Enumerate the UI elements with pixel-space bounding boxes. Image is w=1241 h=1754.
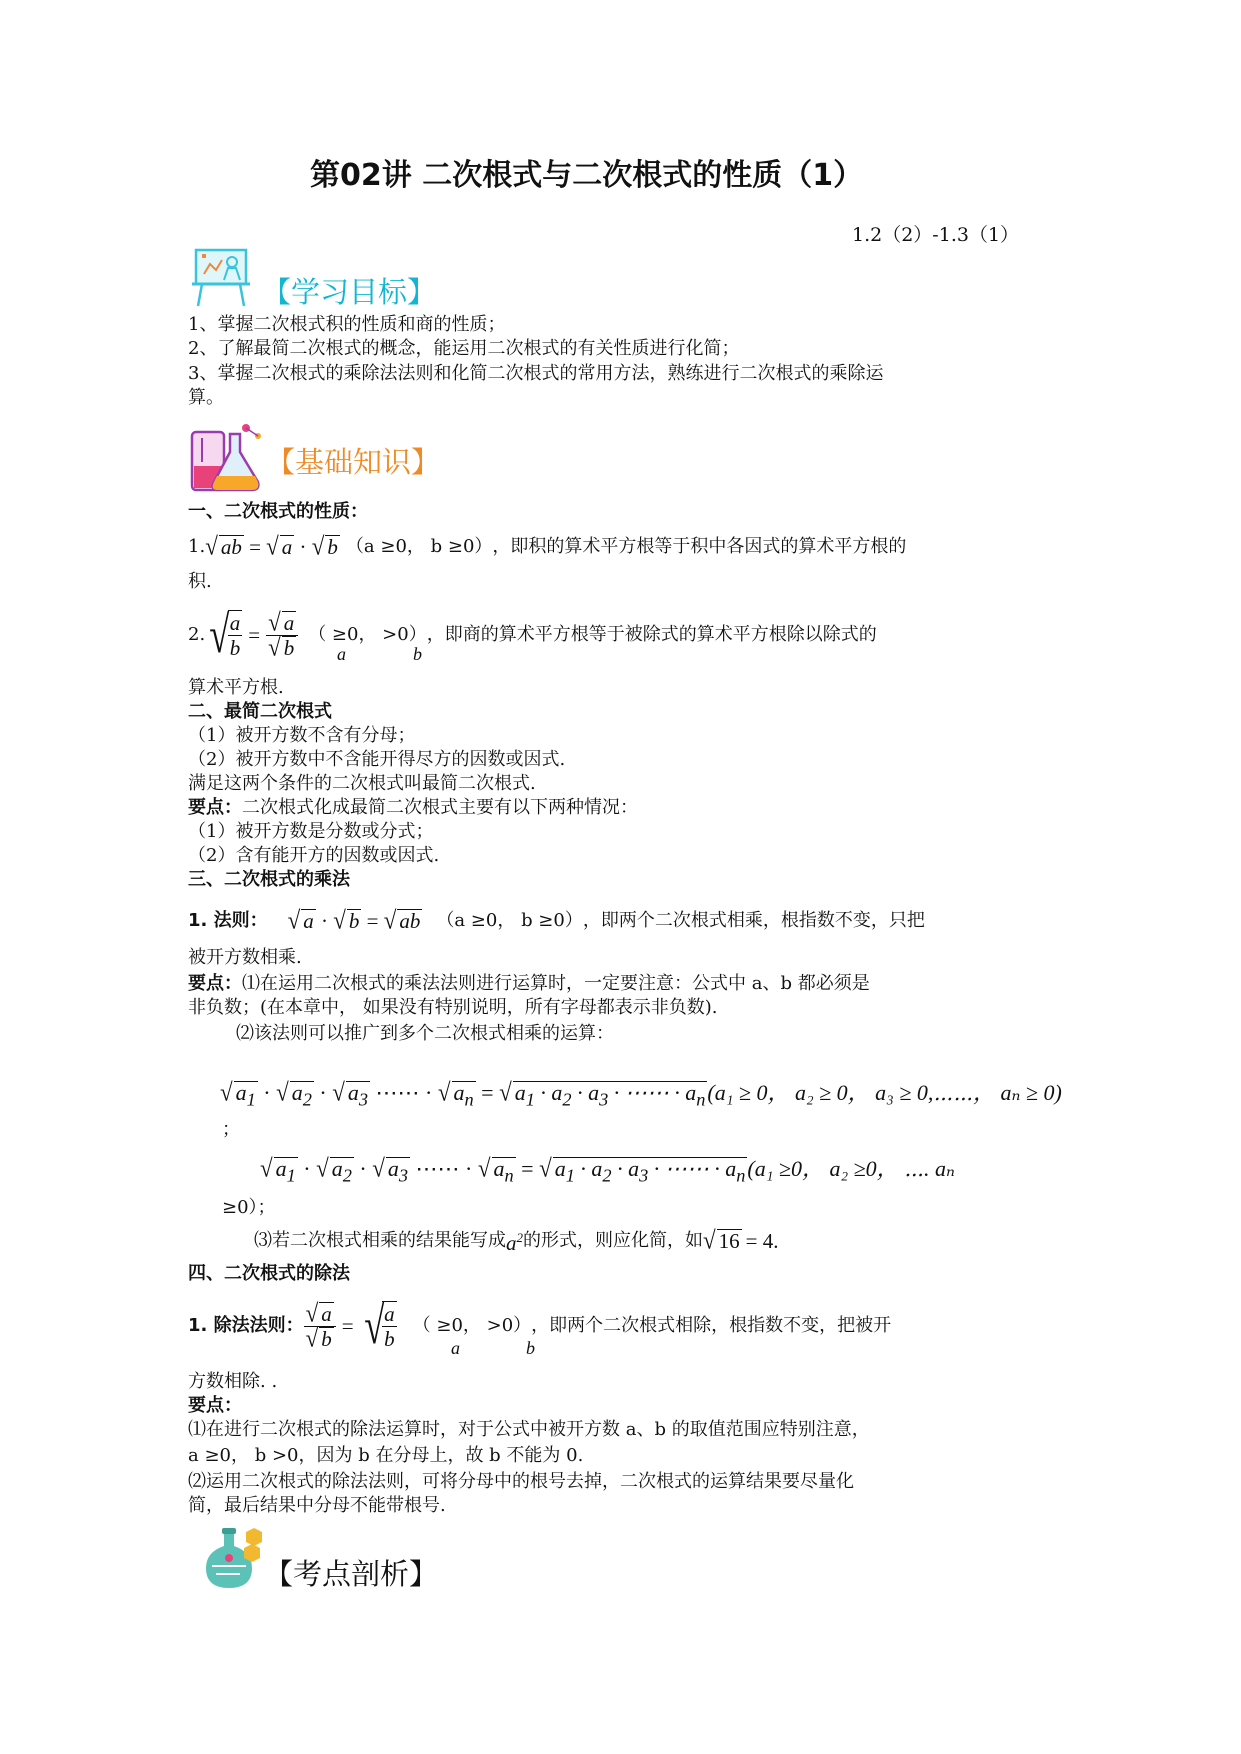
lab-flask-icon (200, 1526, 264, 1590)
key-text: ⑴在运用二次根式的乘法法则进行运算时，一定要注意：公式中 a、b 都必须是 (242, 973, 870, 994)
note-end: = 4. (745, 1228, 779, 1253)
page-title: 第02讲 二次根式与二次根式的性质（1） (310, 158, 864, 193)
property-1-line (188, 532, 906, 562)
rule-label: 1. 法则： (188, 910, 268, 931)
section-ref: 1.2（2）-1.3（1） (852, 224, 1020, 246)
product-rule-formula: √ ab = √ a · √ b (205, 532, 338, 561)
simplify-note (254, 1226, 778, 1255)
key-text: ⑵该法则可以推广到多个二次根式相乘的运算： (236, 1023, 614, 1044)
text-line: 满足这两个条件的二次根式叫最简二次根式. (188, 773, 536, 794)
condition-text: （ ≥0， >0） (412, 1315, 532, 1336)
key-text-cont: 简，最后结果中分母不能带根号. (188, 1495, 446, 1516)
key-point-line (188, 796, 638, 820)
description-text: ，即两个二次根式相乘，根指数不变，只把 (582, 910, 925, 931)
banner-goals: 【学习目标】 (262, 275, 437, 309)
key-label: 要点： (188, 797, 242, 818)
key-text: ⑵运用二次根式的除法法则，可将分母中的根号去掉，二次根式的运算结果要尽量化 (188, 1471, 854, 1492)
formula-condition: (a₁ ≥0， a₂ ≥0， ⋯. aₙ (747, 1156, 955, 1181)
section-heading: 二、最简二次根式 (188, 701, 332, 722)
formula-condition-end: ≥0）； (222, 1197, 276, 1218)
multiplication-formula: √ a · √ b = √ ab (287, 906, 421, 935)
item-number: 2. (188, 624, 206, 645)
key-text-cont: a ≥0， b >0，因为 b 在分母上，故 b 不能为 0. (188, 1445, 584, 1466)
condition-var-a: a (451, 1338, 460, 1358)
description-cont: 算术平方根. (188, 677, 284, 698)
item-number: 1. (188, 536, 206, 557)
description-text: ，即两个二次根式相除，根指数不变，把被开 (531, 1315, 892, 1336)
multiplication-rule-line (188, 906, 925, 936)
a-squared: $a^2$ (506, 1230, 523, 1255)
section-heading: 一、二次根式的性质： (188, 501, 368, 522)
goal-item: 3、掌握二次根式的乘除法法则和化简二次根式的常用方法，熟练进行二次根式的乘除运 (188, 363, 884, 384)
section-heading: 三、二次根式的乘法 (188, 869, 350, 890)
rule-label: 1. 除法法则： (188, 1315, 304, 1336)
semicolon: ； (222, 1119, 240, 1140)
key-label: 要点： (188, 973, 242, 994)
formula-condition: (a₁ ≥ 0， a₂ ≥ 0， a₃ ≥ 0,⋯⋯， aₙ ≥ 0) (707, 1080, 1062, 1105)
text-line: （2）被开方数中不含能开得尽方的因数或因式. (188, 749, 566, 770)
text-line: （1）被开方数不含有分母； (188, 725, 416, 746)
sqrt16-formula: √ 16 (703, 1226, 740, 1254)
quotient-rule-formula: √ $\frac{a}{b}$ = $\frac{√ a}{√ b}$ (205, 606, 298, 665)
note-mid: 的形式，则应化简，如 (523, 1229, 703, 1251)
description-cont: 积. (188, 571, 212, 592)
section-heading: 四、二次根式的除法 (188, 1263, 350, 1284)
key-label: 要点： (188, 1395, 242, 1416)
text-line: （2）含有能开方的因数或因式. (188, 845, 440, 866)
key-text: ⑴在进行二次根式的除法运算时，对于公式中被开方数 a、b 的取值范围应特别注意， (188, 1419, 870, 1440)
note-prefix: ⑶若二次根式相乘的结果能写成 (254, 1229, 506, 1251)
description-cont: 方数相除. . (188, 1371, 278, 1392)
description-cont: 被开方数相乘. (188, 947, 302, 968)
condition-var-b: b (526, 1338, 535, 1358)
property-2-line (188, 604, 877, 666)
division-rule-line (188, 1294, 891, 1358)
goal-item: 1、掌握二次根式积的性质和商的性质； (188, 314, 506, 335)
goal-item: 算。 (188, 387, 224, 408)
text-line: （1）被开方数是分数或分式； (188, 821, 434, 842)
key-text: 二次根式化成最简二次根式主要有以下两种情况： (242, 797, 638, 818)
condition-text: （a ≥0， b ≥0） (436, 910, 583, 931)
key-text-cont: 非负数；(在本章中， 如果没有特别说明，所有字母都表示非负数). (188, 997, 718, 1018)
banner-basics: 【基础知识】 (266, 445, 441, 479)
teacher-board-icon (190, 246, 254, 308)
goal-item: 2、了解最简二次根式的概念，能运用二次根式的有关性质进行化简； (188, 338, 740, 359)
description-text: ，即积的算术平方根等于积中各因式的算术平方根的 (492, 536, 907, 557)
key-point-line (188, 972, 870, 996)
banner-analysis: 【考点剖析】 (264, 1557, 439, 1591)
division-formula: $\frac{√ a}{√ b}$ = √ $\frac{a}{b}$ (305, 1297, 395, 1355)
description-text: ，即商的算术平方根等于被除式的算术平方根除以除式的 (426, 624, 877, 645)
condition-text: （a ≥0， b ≥0） (345, 536, 493, 557)
generalized-product-formula-2: √ $a_1$ · √ $a_2$ · √ $a_3$ ⋯⋯ · √ $a_n$ = √ $a_1 \cdot a_2 \cdot a_3$ · ⋯⋯ · $a_n(a_1 \ge 0$， a₂ ≥0， ⋯. aₙ (260, 1154, 955, 1186)
chemistry-flask-icon (188, 420, 266, 494)
condition-var-a: a (337, 644, 346, 664)
generalized-product-formula-1: √ $a_1$ · √ $a_2$ · √ $a_3$ ⋯⋯ · √ $a_n$ = √ $a_1 \cdot a_2 \cdot a_3$ · ⋯⋯ · $a_n(a_1 \ge 0$， a₂ ≥ 0， a₃ ≥ 0,⋯⋯， aₙ ≥ 0) (220, 1078, 1062, 1110)
condition-text: （ ≥0， >0） (308, 624, 427, 645)
condition-var-b: b (413, 644, 422, 664)
